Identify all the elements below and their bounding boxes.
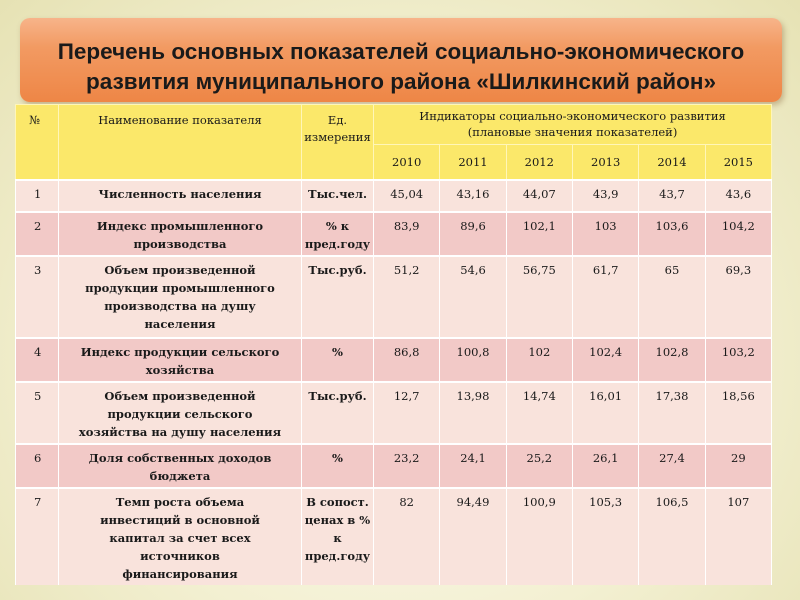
title-banner [20, 18, 782, 102]
row-value: 103,6 [639, 212, 705, 256]
row-value: 65 [639, 256, 705, 338]
row-value: 106,5 [639, 488, 705, 585]
table-row [16, 212, 772, 256]
header-indicators [374, 105, 772, 145]
row-value: 102 [506, 338, 572, 382]
row-num: 7 [16, 488, 59, 585]
row-value: 17,38 [639, 382, 705, 444]
row-value: 24,1 [440, 444, 506, 488]
row-value: 83,9 [374, 212, 440, 256]
title-line-2: развития муниципального района «Шилкинский район» [86, 69, 716, 94]
table-body [16, 180, 772, 585]
row-name: Доля собственных доходов бюджета [59, 444, 302, 488]
row-unit: % [302, 444, 374, 488]
row-value: 43,6 [705, 180, 771, 212]
row-unit: Тыс.чел. [302, 180, 374, 212]
row-name: Объем произведенной продукции сельского хозяйства на душу населения [59, 382, 302, 444]
row-value: 43,16 [440, 180, 506, 212]
header-year: 2013 [572, 145, 638, 181]
row-value: 29 [705, 444, 771, 488]
row-value: 69,3 [705, 256, 771, 338]
header-year: 2010 [374, 145, 440, 181]
row-value: 102,8 [639, 338, 705, 382]
header-name: Наименование показателя [59, 105, 302, 181]
row-value: 16,01 [572, 382, 638, 444]
row-num: 5 [16, 382, 59, 444]
row-value: 25,2 [506, 444, 572, 488]
row-unit: В сопост. ценах в % к пред.году [302, 488, 374, 585]
row-unit: Тыс.руб. [302, 256, 374, 338]
row-value: 56,75 [506, 256, 572, 338]
row-num: 4 [16, 338, 59, 382]
title-line-1: Перечень основных показателей социально-экономического [57, 39, 745, 64]
indicators-table [15, 104, 772, 585]
row-value: 14,74 [506, 382, 572, 444]
row-value: 94,49 [440, 488, 506, 585]
row-value: 103,2 [705, 338, 771, 382]
row-value: 54,6 [440, 256, 506, 338]
row-unit: Тыс.руб. [302, 382, 374, 444]
row-value: 61,7 [572, 256, 638, 338]
page-title [20, 37, 782, 97]
row-value: 26,1 [572, 444, 638, 488]
table-row [16, 488, 772, 585]
row-value: 82 [374, 488, 440, 585]
header-year: 2015 [705, 145, 771, 181]
header-year: 2014 [639, 145, 705, 181]
row-num: 3 [16, 256, 59, 338]
header-unit: Ед. измерения [302, 105, 374, 181]
row-value: 45,04 [374, 180, 440, 212]
table-row [16, 180, 772, 212]
row-value: 51,2 [374, 256, 440, 338]
header-indicators-line2: (плановые значения показателей) [467, 125, 678, 139]
header-year: 2012 [506, 145, 572, 181]
row-value: 89,6 [440, 212, 506, 256]
row-value: 13,98 [440, 382, 506, 444]
row-value: 12,7 [374, 382, 440, 444]
row-value: 102,4 [572, 338, 638, 382]
row-value: 18,56 [705, 382, 771, 444]
row-name: Индекс промышленного производства [59, 212, 302, 256]
row-value: 107 [705, 488, 771, 585]
row-name: Численность населения [59, 180, 302, 212]
row-name: Индекс продукции сельского хозяйства [59, 338, 302, 382]
row-name: Объем произведенной продукции промышленного производства на душу населения [59, 256, 302, 338]
row-value: 44,07 [506, 180, 572, 212]
table-row [16, 444, 772, 488]
row-num: 2 [16, 212, 59, 256]
row-unit: % к пред.году [302, 212, 374, 256]
table-row [16, 338, 772, 382]
row-value: 102,1 [506, 212, 572, 256]
row-value: 100,9 [506, 488, 572, 585]
row-value: 23,2 [374, 444, 440, 488]
header-year: 2011 [440, 145, 506, 181]
header-indicators-line1: Индикаторы социально-экономического развития [419, 109, 726, 123]
row-num: 1 [16, 180, 59, 212]
row-value: 105,3 [572, 488, 638, 585]
row-num: 6 [16, 444, 59, 488]
row-value: 100,8 [440, 338, 506, 382]
row-value: 27,4 [639, 444, 705, 488]
table-header [16, 105, 772, 181]
row-value: 43,7 [639, 180, 705, 212]
row-unit: % [302, 338, 374, 382]
row-value: 43,9 [572, 180, 638, 212]
row-name: Темп роста объема инвестиций в основной капитал за счет всех источников финансирования [59, 488, 302, 585]
row-value: 86,8 [374, 338, 440, 382]
header-num: № [16, 105, 59, 181]
table-row [16, 382, 772, 444]
row-value: 104,2 [705, 212, 771, 256]
row-value: 103 [572, 212, 638, 256]
table-row [16, 256, 772, 338]
